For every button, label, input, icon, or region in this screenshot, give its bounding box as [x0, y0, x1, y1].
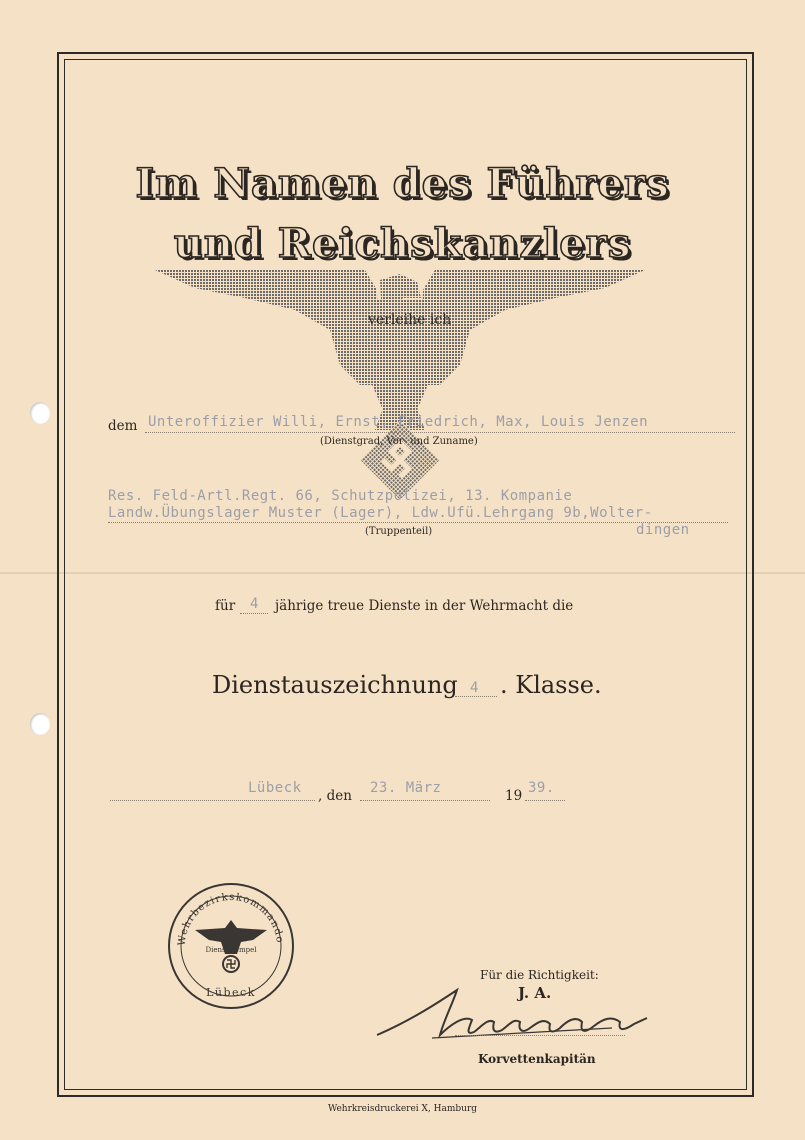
service-suffix: jährige treue Dienste in der Wehrmacht die	[275, 598, 574, 614]
punch-hole-bottom	[30, 713, 50, 735]
date-year-dotline	[525, 800, 565, 801]
award-class-number: 4	[470, 680, 479, 696]
date-den: , den	[318, 788, 352, 804]
date-year: 39.	[528, 780, 555, 796]
date-place-dotline	[110, 800, 315, 801]
fuer-die-richtigkeit: Für die Richtigkeit:	[480, 968, 599, 982]
recipient-name: Unteroffizier Willi, Ernst, Friedrich, Max, Louis Jenzen	[148, 414, 649, 430]
unit-caption: (Truppenteil)	[365, 526, 433, 537]
unit-line-1: Res. Feld-Artl.Regt. 66, Schutzpolizei, 13. Kompanie	[108, 488, 573, 504]
stamp-center-text: Dienststempel	[205, 946, 257, 954]
signature-dotline	[455, 1035, 625, 1036]
award-prefix: Dienstauszeichnung	[212, 671, 458, 699]
recipient-prefix: dem	[108, 418, 138, 434]
heading-line-2: und Reichskanzlers	[173, 220, 632, 267]
verleihe-ich: verleihe ich	[368, 312, 452, 328]
service-prefix: für	[215, 598, 236, 614]
service-years: 4	[250, 596, 259, 612]
punch-hole-top	[30, 402, 50, 424]
official-stamp	[165, 880, 297, 1012]
unit-dotline	[108, 522, 728, 523]
unit-line-2: Landw.Übungslager Muster (Lager), Ldw.Ufü.Lehrgang 9b,Wolter-	[108, 505, 653, 521]
stamp-city: Lübeck	[206, 986, 256, 999]
service-years-dotline	[240, 613, 268, 614]
date-day-dotline	[360, 800, 490, 801]
signature-ia: J. A.	[518, 984, 552, 1002]
heading-line-1: Im Namen des Führers	[135, 160, 670, 207]
award-suffix: . Klasse.	[500, 671, 602, 699]
stamp-top-text: Wehrbezirkskommando	[176, 891, 286, 947]
date-day-month: 23. März	[370, 780, 442, 796]
recipient-caption: (Dienstgrad, Vor- und Zuname)	[320, 436, 478, 447]
printer-footer: Wehrkreisdruckerei X, Hamburg	[327, 1104, 478, 1114]
unit-line-3: dingen	[636, 522, 690, 538]
handwritten-signature	[372, 980, 652, 1060]
date-place: Lübeck	[248, 780, 302, 796]
signature-rank: Korvettenkapitän	[478, 1052, 596, 1066]
award-class-dotline	[455, 696, 497, 697]
eagle-emblem	[155, 270, 645, 500]
recipient-dotline	[145, 432, 735, 433]
date-century: 19	[505, 788, 523, 804]
